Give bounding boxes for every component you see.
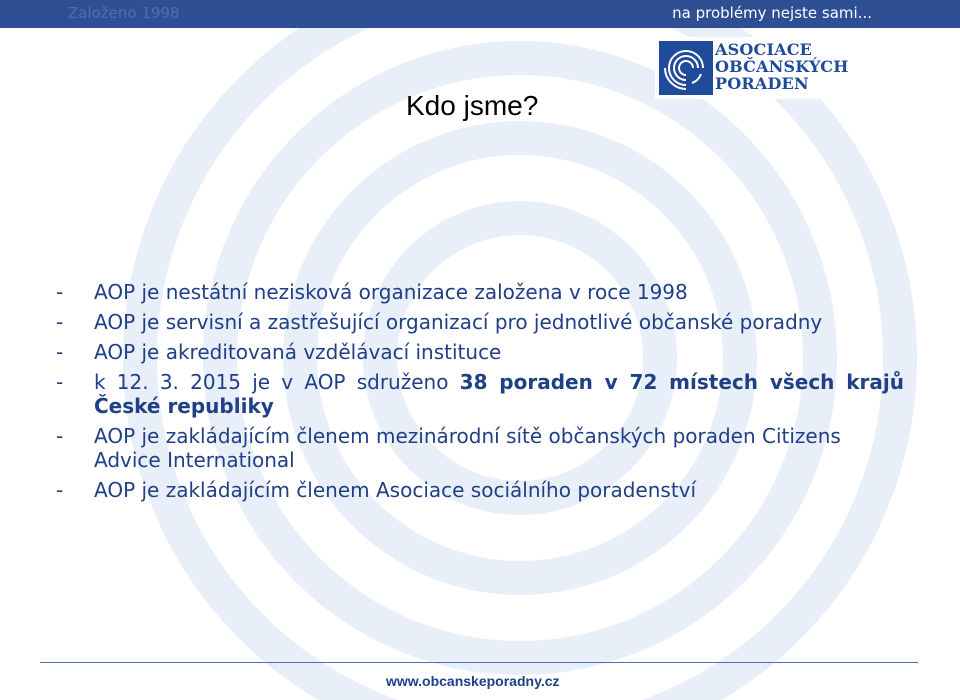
list-dash: - — [56, 310, 64, 334]
list-item — [56, 424, 904, 472]
tagline-text: na problémy nejste sami... — [672, 4, 872, 22]
aop-logo — [655, 37, 852, 99]
list-item — [56, 370, 904, 418]
founded-text: Založeno 1998 — [68, 4, 180, 22]
list-item — [56, 310, 904, 334]
list-item — [56, 478, 904, 502]
list-dash: - — [56, 340, 64, 364]
list-item-text: AOP je zakládajícím členem mezinárodní sítě občanských poraden Citizens Advice International — [94, 424, 841, 472]
list-item-text: AOP je nestátní nezisková organizace založena v roce 1998 — [94, 280, 688, 304]
list-item-text: AOP je servisní a zastřešující organizací pro jednotlivé občanské poradny — [94, 310, 823, 334]
page-title: Kdo jsme? — [406, 90, 539, 121]
top-bar — [0, 0, 960, 28]
list-item-text-bold: 38 poraden v 72 místech všech krajů České republiky — [94, 370, 904, 418]
list-item-text: AOP je akreditovaná vzdělávací instituce — [94, 340, 502, 364]
list-item-text — [94, 370, 904, 418]
content-list — [56, 280, 904, 508]
list-dash: - — [56, 370, 64, 394]
list-dash: - — [56, 478, 64, 502]
list-item — [56, 280, 904, 304]
logo-line-1: ASOCIACE — [715, 40, 813, 59]
list-item-text: AOP je zakládajícím členem Asociace sociálního poradenství — [94, 478, 697, 502]
list-dash: - — [56, 424, 64, 448]
list-item-text-regular: k 12. 3. 2015 je v AOP sdruženo — [94, 370, 460, 394]
list-dash: - — [56, 280, 64, 304]
logo-mark-icon — [659, 41, 713, 95]
footer-divider — [40, 662, 918, 663]
logo-line-2: OBČANSKÝCH — [715, 57, 849, 76]
list-item — [56, 340, 904, 364]
logo-line-3: PORADEN — [715, 74, 809, 93]
footer-website-link[interactable]: www.obcanskeporadny.cz — [386, 673, 560, 689]
